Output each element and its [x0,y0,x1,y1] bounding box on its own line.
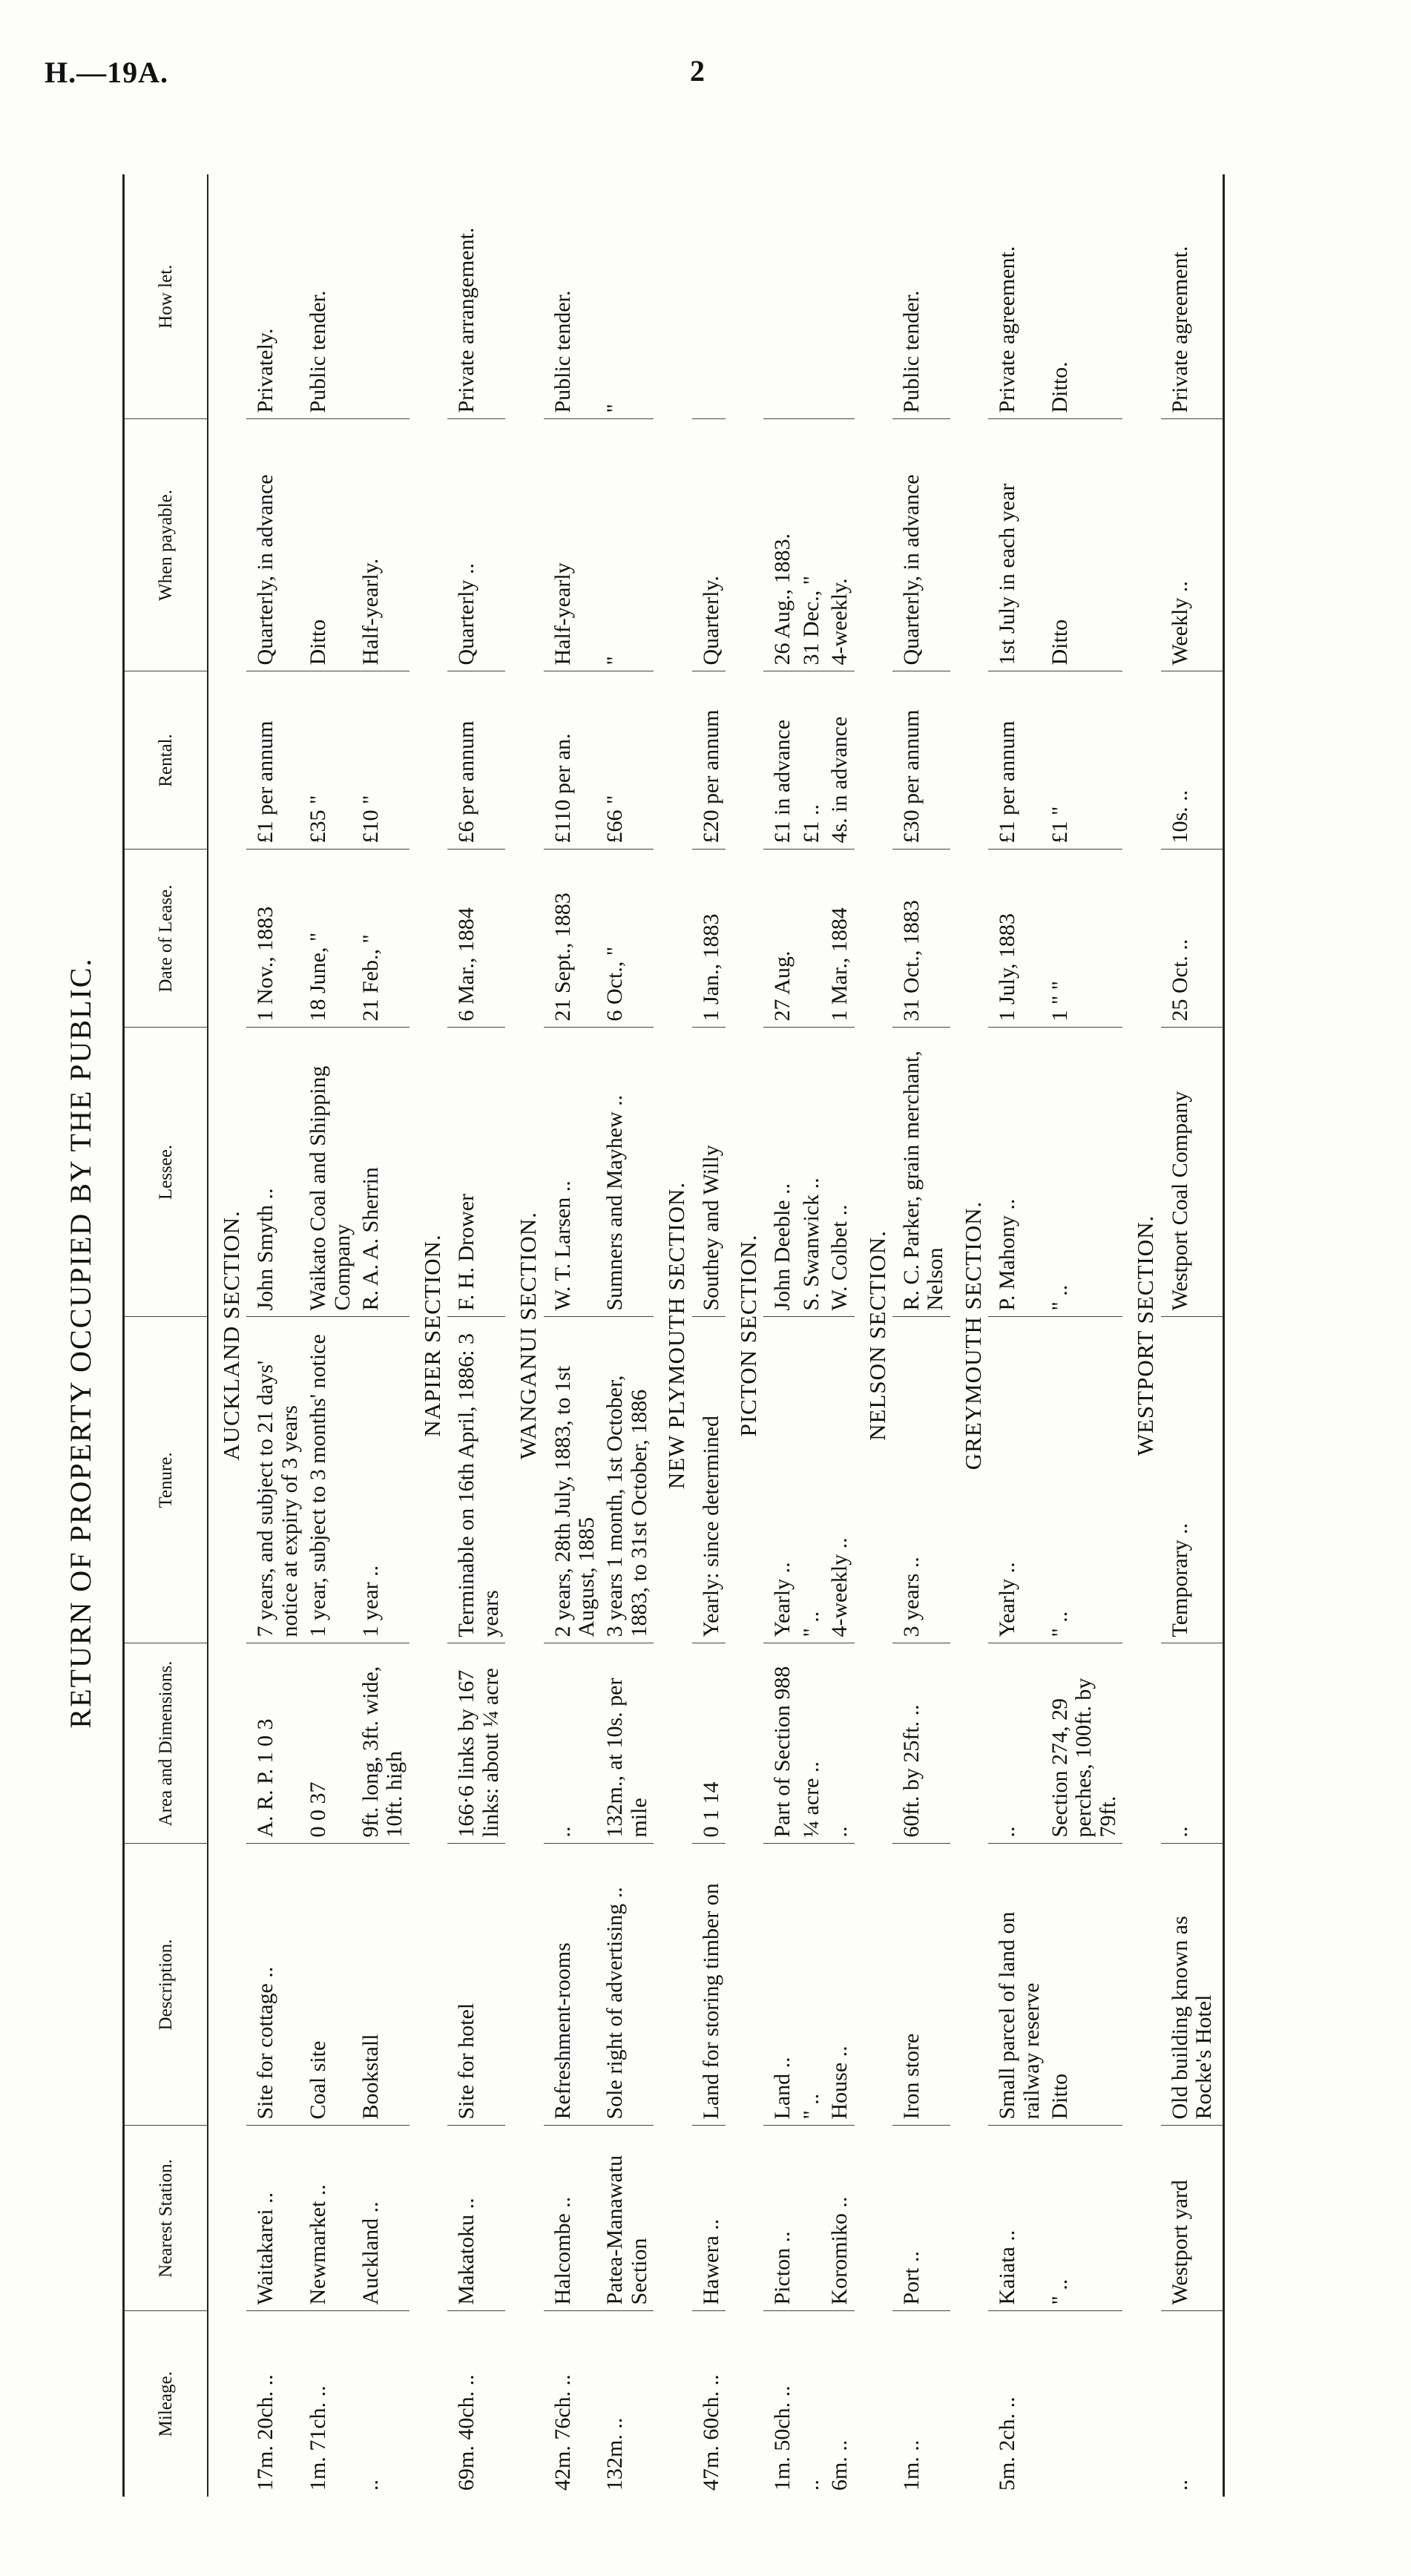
date-cell: 21 Feb., " [357,850,410,1028]
area-cell: A. R. P. 1 0 3 [246,1643,304,1844]
table-row [447,174,505,2497]
rental-cell: £1 per annum [988,671,1046,850]
document-title: RETURN OF PROPERTY OCCUPIED BY THE PUBLIC. [64,957,97,1729]
rental-cell: 10s. .. [1161,671,1223,850]
description-cell: Sole right of advertising .. [601,1844,654,2126]
date-cell: 21 Sept., 1883 [544,850,602,1028]
mileage-cell [1046,2311,1122,2497]
property-return-table [122,174,1225,2497]
table-row [988,174,1046,2497]
rental-cell: 4s. in advance [826,671,854,850]
col-how-let: How let. [124,174,208,419]
description-cell: Site for hotel [447,1844,505,2126]
page-number: 2 [690,54,705,88]
station-cell [797,2126,826,2311]
section-heading: NEW PLYMOUTH SECTION. [663,1181,690,1490]
description-cell: Iron store [892,1844,950,2126]
station-cell: Kaiata .. [988,2126,1046,2311]
description-cell: House .. [826,1844,854,2126]
payable-cell: Ditto [304,419,357,671]
lessee-cell: W. Colbet .. [826,1028,854,1317]
description-cell: Land .. [763,1844,797,2126]
tenure-cell: Terminable on 16th April, 1886: 3 years [447,1317,505,1643]
table-row [892,174,950,2497]
payable-cell: Quarterly, in advance [246,419,304,671]
lessee-cell: W. T. Larsen .. [544,1028,602,1317]
payable-cell: " [601,419,654,671]
col-area: Area and Dimensions. [124,1643,208,1844]
description-cell: Land for storing timber on [692,1844,726,2126]
date-cell: 25 Oct. .. [1161,850,1223,1028]
tenure-cell: " .. [1046,1317,1122,1643]
mileage-cell: .. [358,2480,384,2491]
tenure-cell: 1 year .. [357,1317,410,1643]
how-let-cell [692,174,726,419]
area-cell: 60ft. by 25ft. .. [892,1643,950,1844]
section-heading: GREYMOUTH SECTION. [959,1200,986,1471]
station-cell: Auckland .. [357,2126,410,2311]
rental-cell: £66 " [601,671,654,850]
tenure-cell: 7 years, and subject to 21 days' notice at expiry of 3 years [246,1317,304,1643]
payable-cell: Weekly .. [1161,419,1223,671]
tenure-cell: 4-weekly .. [826,1317,854,1643]
lessee-cell: F. H. Drower [447,1028,505,1317]
section-heading: NAPIER SECTION. [418,1234,445,1437]
how-let-cell [357,174,410,419]
date-cell: 6 Mar., 1884 [447,850,505,1028]
col-when-payable: When payable. [124,419,208,671]
section-heading-row [208,174,246,2497]
section-heading-row [950,174,988,2497]
how-let-cell: Public tender. [892,174,950,419]
area-cell: ¼ acre .. [797,1643,826,1844]
area-cell: .. [1161,1643,1223,1844]
how-let-cell: Ditto. [1046,174,1122,419]
table-row [601,174,654,2497]
table-row [826,174,854,2497]
lessee-cell: S. Swanwick .. [797,1028,826,1317]
col-date-of-lease: Date of Lease. [124,850,208,1028]
col-nearest-station: Nearest Station. [124,2126,208,2311]
mileage-cell: 1m. 71ch. .. [306,2385,331,2491]
area-cell: 9ft. long, 3ft. wide, 10ft. high [357,1643,410,1844]
area-cell: Part of Section 988 [763,1643,797,1844]
area-cell: .. [988,1643,1046,1844]
tenure-cell: Yearly: since determined [692,1317,726,1643]
station-cell: Koromiko .. [826,2126,854,2311]
area-cell: 166·6 links by 167 links: about ¼ acre [447,1643,505,1844]
station-cell: Newmarket .. [304,2126,357,2311]
rotated-page-content [22,115,1358,2571]
rental-cell: £110 per an. [544,671,602,850]
how-let-cell: Privately. [246,174,304,419]
col-mileage: Mileage. [124,2311,208,2497]
description-cell: Refreshment-rooms [544,1844,602,2126]
payable-cell: 1st July in each year [988,419,1046,671]
section-heading: WANGANUI SECTION. [515,1212,542,1459]
description-cell: Old building known as Rocke's Hotel [1161,1844,1223,2126]
mileage-cell: .. [1161,2311,1223,2497]
section-heading-row [654,174,691,2497]
payable-cell: Quarterly. [692,419,726,671]
table-body [208,174,1223,2497]
mileage-cell: 5m. 2ch. .. [995,2396,1020,2491]
date-cell: 18 June, " [304,850,357,1028]
payable-cell: 26 Aug., 1883. [763,419,797,671]
station-cell: Waitakarei .. [246,2126,304,2311]
lessee-cell: Sumners and Mayhew .. [601,1028,654,1317]
area-cell: 132m., at 10s. per mile [601,1643,654,1844]
lessee-cell: John Deeble .. [763,1028,797,1317]
section-heading-row [855,174,892,2497]
station-cell: Patea-Manawatu Section [601,2126,654,2311]
station-cell: Westport yard [1161,2126,1223,2311]
rental-cell: £10 " [357,671,410,850]
description-cell: Ditto [1046,1844,1122,2126]
rental-cell: £1 .. [797,671,826,850]
col-rental: Rental. [124,671,208,850]
area-cell: .. [544,1643,602,1844]
payable-cell: 4-weekly. [826,419,854,671]
table-row [304,174,357,2497]
mileage-cell: 69m. 40ch. .. [454,2374,479,2491]
area-cell: Section 274, 29 perches, 100ft. by 79ft. [1046,1643,1122,1844]
section-heading-row [726,174,763,2497]
description-cell: Coal site [304,1844,357,2126]
date-cell: 6 Oct., " [601,850,654,1028]
lessee-cell: P. Mahony .. [988,1028,1046,1317]
date-cell: 1 Jan., 1883 [692,850,726,1028]
payable-cell: Half-yearly. [357,419,410,671]
section-heading: AUCKLAND SECTION. [218,1210,244,1461]
lessee-cell: John Smyth .. [246,1028,304,1317]
how-let-cell: Private arrangement. [447,174,505,419]
description-cell: Bookstall [357,1844,410,2126]
station-cell: Makatoku .. [447,2126,505,2311]
col-description: Description. [124,1844,208,2126]
table-row [1161,174,1223,2497]
table-row [692,174,726,2497]
area-cell: 0 1 14 [692,1643,726,1844]
table-header-row [124,174,208,2497]
rental-cell: £20 per annum [692,671,726,850]
tenure-cell: 1 year, subject to 3 months' notice [304,1317,357,1643]
section-heading: WESTPORT SECTION. [1132,1215,1159,1456]
date-cell: 1 " " [1046,850,1122,1028]
mileage-cell: 1m. .. [899,2439,924,2491]
mileage-cell: 17m. 20ch. .. [253,2374,278,2491]
station-cell: " .. [1046,2126,1122,2311]
description-cell: " .. [797,1844,826,2126]
description-cell: Small parcel of land on railway reserve [988,1844,1046,2126]
area-cell: 0 0 37 [304,1643,357,1844]
date-cell: 1 July, 1883 [988,850,1046,1028]
rental-cell: £35 " [304,671,357,850]
date-cell [797,850,826,1028]
description-cell: Site for cottage .. [246,1844,304,2126]
mileage-cell: .. [798,2480,823,2491]
area-cell: .. [826,1643,854,1844]
rental-cell: £1 in advance [763,671,797,850]
station-cell: Picton .. [763,2126,797,2311]
table-row [544,174,602,2497]
rental-cell: £30 per annum [892,671,950,850]
mileage-cell: 132m. .. [602,2417,628,2491]
how-let-cell: Private agreement. [988,174,1046,419]
tenure-cell: " .. [797,1317,826,1643]
tenure-cell: Temporary .. [1161,1317,1223,1643]
how-let-cell: " [601,174,654,419]
mileage-cell: 42m. 76ch. .. [550,2374,575,2491]
payable-cell: Quarterly .. [447,419,505,671]
station-cell: Port .. [892,2126,950,2311]
section-heading-row [410,174,447,2497]
payable-cell: Ditto [1046,419,1122,671]
table-row [246,174,304,2497]
table-row [763,174,797,2497]
lessee-cell: Waikato Coal and Shipping Company [304,1028,357,1317]
col-tenure: Tenure. [124,1317,208,1643]
lessee-cell: Westport Coal Company [1161,1028,1223,1317]
how-let-cell [797,174,826,419]
rental-cell: £1 " [1046,671,1122,850]
station-cell: Hawera .. [692,2126,726,2311]
table-row [797,174,826,2497]
section-heading-row [505,174,543,2497]
lessee-cell: R. C. Parker, grain merchant, Nelson [892,1028,950,1317]
mileage-cell: 47m. 60ch. .. [698,2374,723,2491]
tenure-cell: 3 years .. [892,1317,950,1643]
payable-cell: 31 Dec., " [797,419,826,671]
document-reference: H.—19A. [45,56,168,89]
payable-cell: Quarterly, in advance [892,419,950,671]
date-cell: 27 Aug. [763,850,797,1028]
tenure-cell: 2 years, 28th July, 1883, to 1st August, 1885 [544,1317,602,1643]
how-let-cell: Public tender. [304,174,357,419]
section-heading: NELSON SECTION. [864,1230,890,1441]
section-heading: PICTON SECTION. [734,1234,761,1437]
section-heading-row [1122,174,1160,2497]
rental-cell: £6 per annum [447,671,505,850]
how-let-cell: Private agreement. [1161,174,1223,419]
tenure-cell: 3 years 1 month, 1st October, 1883, to 31st October, 1886 [601,1317,654,1643]
col-lessee: Lessee. [124,1028,208,1317]
how-let-cell [826,174,854,419]
date-cell: 1 Nov., 1883 [246,850,304,1028]
tenure-cell: Yearly .. [763,1317,797,1643]
payable-cell: Half-yearly [544,419,602,671]
date-cell: 1 Mar., 1884 [826,850,854,1028]
table-row [357,174,410,2497]
mileage-cell: 1m. 50ch. .. [770,2385,795,2491]
lessee-cell: R. A. A. Sherrin [357,1028,410,1317]
lessee-cell: " .. [1046,1028,1122,1317]
station-cell: Halcombe .. [544,2126,602,2311]
lessee-cell: Southey and Willy [692,1028,726,1317]
tenure-cell: Yearly .. [988,1317,1046,1643]
how-let-cell [763,174,797,419]
mileage-cell: 6m. .. [827,2439,852,2491]
table-row [1046,174,1122,2497]
how-let-cell: Public tender. [544,174,602,419]
rental-cell: £1 per annum [246,671,304,850]
date-cell: 31 Oct., 1883 [892,850,950,1028]
